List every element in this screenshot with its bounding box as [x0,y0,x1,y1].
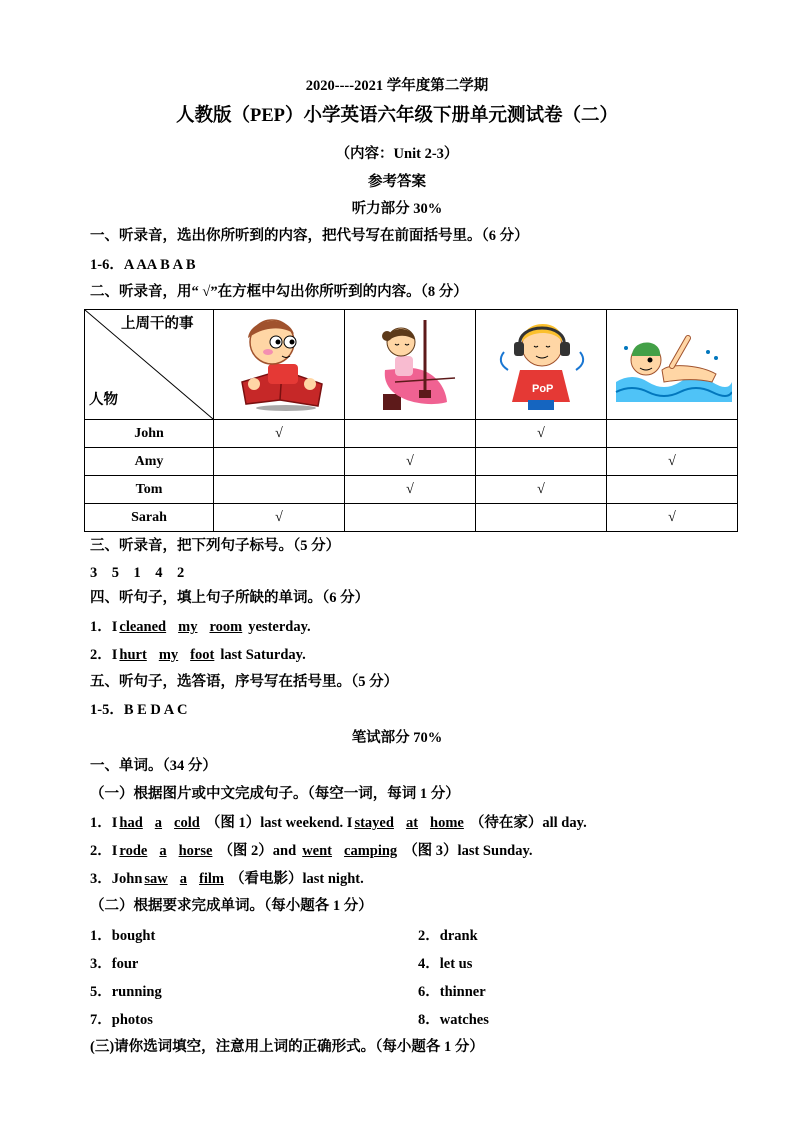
word-answer: 6．thinner [418,984,486,1000]
mark-cell [607,420,738,448]
part1-title: 一、单词。（34 分） [90,758,217,774]
q5-answer: 1-5．B E D A C [90,702,188,718]
sub3-title: (三)请你选词填空，注意用上词的正确形式。（每小题各 1 分） [90,1039,484,1055]
answer-word: home [430,815,464,831]
answer-word: foot [190,647,215,663]
q3-answer: 3 5 1 4 2 [90,565,185,581]
mark-cell: √ [476,476,607,504]
answer-word: at [405,815,419,831]
mark-cell: √ [607,504,738,532]
answer-word: had [119,815,143,831]
mark-cell: √ [214,420,345,448]
word-answer: 2．drank [418,928,478,944]
table-row [85,504,738,532]
q2-title: 二、听录音，用“ √”在方框中勾出你所听到的内容。（8 分） [90,284,468,300]
word-answer: 1．bought [90,928,156,944]
answer-word: room [209,619,243,635]
table-corner-cell [85,310,214,420]
answer-word: my [178,619,198,635]
listening-section-title: 听力部分 30% [351,201,443,217]
answer-table [84,309,738,532]
writing-section-title: 笔试部分 70% [351,730,443,746]
page-title: 人教版（PEP）小学英语六年级下册单元测试卷（二） [176,106,618,126]
table-row [85,476,738,504]
picture-cell [345,310,476,420]
row-name: John [85,420,214,448]
table-row [85,448,738,476]
answer-word: rode [119,843,148,859]
mark-cell [345,420,476,448]
mark-cell [476,504,607,532]
picture-cell [476,310,607,420]
answer-word: cleaned [119,619,167,635]
row-name: Tom [85,476,214,504]
sub1-title: （一）根据图片或中文完成句子。（每空一词，每词 1 分） [90,786,460,802]
corner-top-label: 上周干的事 [121,316,194,332]
swimming-icon [612,312,732,412]
answer-key-label: 参考答案 [368,174,426,190]
q4-sentence-2: 2．I hurt my foot last Saturday. [90,647,306,663]
word-answer: 8．watches [418,1012,489,1028]
w-sentence-3: 3．John saw a film （看电影）last night. [90,871,364,887]
mark-cell: √ [345,476,476,504]
playing-erhu-icon [355,312,465,412]
answer-word: a [154,815,163,831]
answer-word: a [179,871,188,887]
q4-sentence-1: 1．I cleaned my room yesterday. [90,619,311,635]
row-name: Amy [85,448,214,476]
mark-cell: √ [214,504,345,532]
q4-title: 四、听句子，填上句子所缺的单词。（6 分） [90,590,370,606]
corner-bottom-label: 人物 [89,392,118,408]
q1-answer: 1-6．A AA B A B [90,257,196,273]
term-line: 2020----2021 学年度第二学期 [305,78,489,94]
picture-cell [607,310,738,420]
answer-word: went [302,843,333,859]
mark-cell: √ [345,448,476,476]
reading-book-icon [224,312,334,412]
table-row [85,420,738,448]
word-answer: 4．let us [418,956,473,972]
mark-cell [476,448,607,476]
answer-word: stayed [354,815,394,831]
row-name: Sarah [85,504,214,532]
answer-word: my [158,647,179,663]
answer-word: cold [174,815,200,831]
answer-word: hurt [119,647,147,663]
answer-word: saw [144,871,168,887]
word-answer: 5．running [90,984,162,1000]
answer-word: camping [344,843,398,859]
answer-word: a [159,843,167,859]
content-line: （内容：Unit 2-3） [335,146,459,162]
picture-cell [214,310,345,420]
mark-cell [345,504,476,532]
q1-title: 一、听录音，选出你所听到的内容，把代号写在前面括号里。（6 分） [90,228,529,244]
word-answer: 3．four [90,956,139,972]
mark-cell: √ [476,420,607,448]
w-sentence-2: 2．I rode a horse （图 2）and went camping （图 3）last Sunday. [90,843,533,859]
mark-cell [607,476,738,504]
svg-text:PoP: PoP [532,383,554,395]
mark-cell [214,448,345,476]
mark-cell: √ [607,448,738,476]
q5-title: 五、听句子，选答语，序号写在括号里。（5 分） [90,674,399,690]
answer-word: film [199,871,224,887]
listening-music-icon [486,312,596,412]
sub2-title: （二）根据要求完成单词。（每小题各 1 分） [90,898,373,914]
answer-word: horse [178,843,213,859]
q3-title: 三、听录音，把下列句子标号。（5 分） [90,538,341,554]
mark-cell [214,476,345,504]
word-answer: 7．photos [90,1012,153,1028]
w-sentence-1: 1．I had a cold （图 1）last weekend. I stayed at home （待在家）all day. [90,815,587,831]
